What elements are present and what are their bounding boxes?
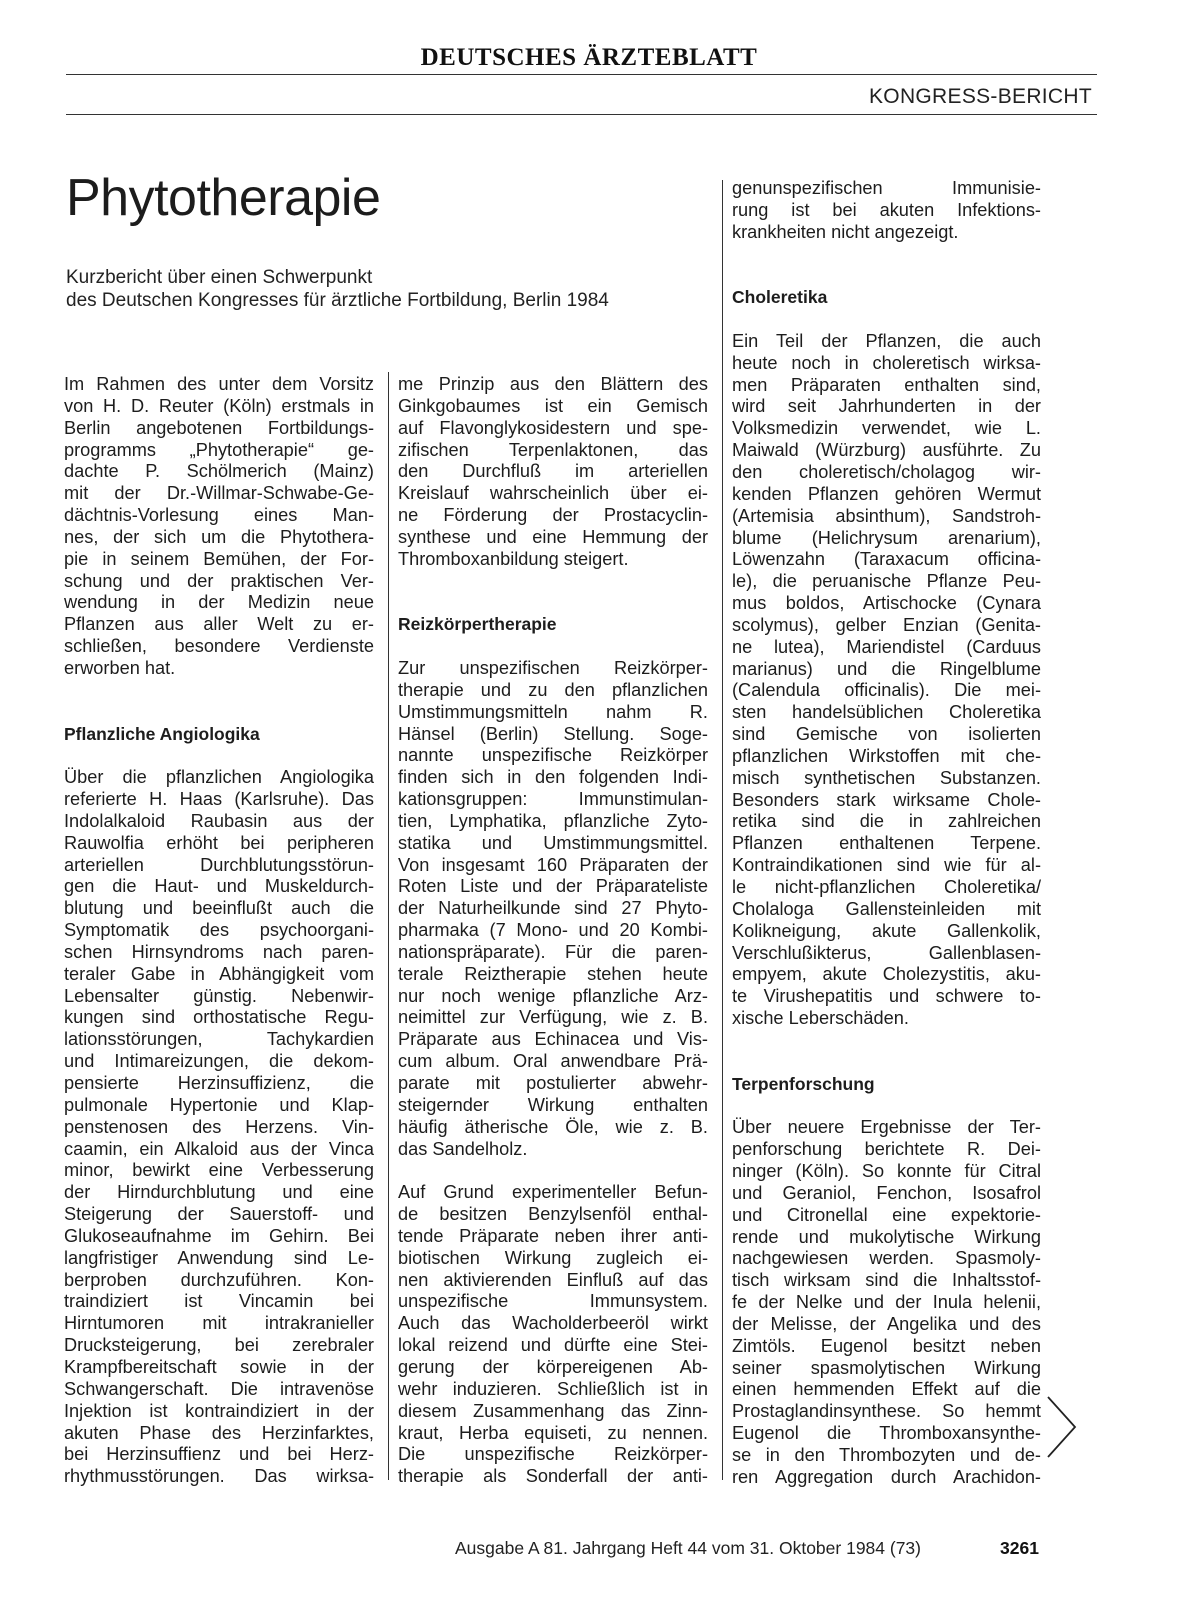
text-line: Volksmedizin verwendet, wie L. bbox=[732, 418, 1041, 439]
text-line: rhythmusstörungen. Das wirksa- bbox=[64, 1466, 374, 1487]
footer-issue-info: Ausgabe A 81. Jahrgang Heft 44 vom 31. Oktober 1984 (73) bbox=[455, 1538, 921, 1558]
text-line: cum album. Oral anwendbare Prä- bbox=[398, 1051, 708, 1072]
text-line: Steigerung der Sauerstoff- und bbox=[64, 1204, 374, 1225]
text-column-3 bbox=[732, 178, 1041, 1489]
text-line: Über neuere Ergebnisse der Ter- bbox=[732, 1117, 1041, 1138]
text-line: de besitzen Benzylsenföl enthal- bbox=[398, 1204, 708, 1225]
text-line: ne Förderung der Prostacyclin- bbox=[398, 505, 708, 526]
text-line: tien, Lymphatika, pflanzliche Zyto- bbox=[398, 810, 708, 831]
text-line: pflanzlichen Wirkstoffen mit che- bbox=[732, 745, 1041, 766]
text-line: und Geraniol, Fenchon, Isosafrol bbox=[732, 1182, 1041, 1203]
text-line: der Naturheilkunde sind 27 Phyto- bbox=[398, 898, 708, 919]
text-line: Roten Liste und der Präparateliste bbox=[398, 876, 708, 897]
paragraph-gap bbox=[732, 1095, 1041, 1117]
text-line: Kreislauf wahrscheinlich über ei- bbox=[398, 483, 708, 504]
text-line: xische Leberschäden. bbox=[732, 1008, 909, 1029]
text-line: traindiziert ist Vincamin bei bbox=[64, 1291, 374, 1312]
section-label: KONGRESS-BERICHT bbox=[869, 85, 1092, 108]
text-line: Krampfbereitschaft sowie in der bbox=[64, 1356, 374, 1377]
text-line: Im Rahmen des unter dem Vorsitz bbox=[64, 374, 374, 394]
text-line: Präparate aus Echinacea und Vis- bbox=[398, 1029, 708, 1050]
text-line: Ginkgobaumes ist ein Gemisch bbox=[398, 395, 708, 416]
text-line: Auf Grund experimenteller Befun- bbox=[398, 1182, 708, 1203]
text-line: Hänsel (Berlin) Stellung. Soge- bbox=[398, 723, 708, 744]
text-line: schen Hirnsyndroms nach paren- bbox=[64, 941, 374, 962]
text-line: der Hirndurchblutung und eine bbox=[64, 1182, 374, 1203]
text-line: mus boldos, Artischocke (Cynara bbox=[732, 593, 1041, 614]
paragraph-gap bbox=[732, 1030, 1041, 1052]
journal-masthead: DEUTSCHES ÄRZTEBLATT bbox=[420, 44, 758, 71]
text-line: nen aktivierenden Einfluß auf das bbox=[398, 1269, 708, 1290]
text-line: schließen, besondere Verdienste bbox=[64, 636, 374, 657]
paragraph-gap bbox=[732, 1052, 1041, 1074]
text-line: (Calendula officinalis). Die mei- bbox=[732, 680, 1041, 701]
text-line: Injektion ist kontraindiziert in der bbox=[64, 1400, 374, 1421]
text-line: Drucksteigerung, bei zerebraler bbox=[64, 1335, 374, 1356]
text-line: rende und mukolytische Wirkung bbox=[732, 1226, 1041, 1247]
text-line: parate mit postulierter abwehr- bbox=[398, 1073, 708, 1093]
text-line: te Virushepatitis und schwere to- bbox=[732, 986, 1041, 1007]
paragraph-gap bbox=[64, 702, 374, 724]
text-line: Berlin angebotenen Fortbildungs- bbox=[64, 417, 374, 438]
text-line: Maiwald (Würzburg) ausführte. Zu bbox=[732, 440, 1041, 461]
text-line: dachte P. Schölmerich (Mainz) bbox=[64, 461, 374, 482]
paragraph-gap bbox=[398, 592, 708, 614]
header-rule-top bbox=[66, 74, 1097, 75]
text-line: ninger (Köln). So konnte für Citral bbox=[732, 1160, 1041, 1181]
text-line: Lebensalter günstig. Nebenwir- bbox=[64, 985, 374, 1006]
text-line: häufig ätherische Öle, wie z. B. bbox=[398, 1116, 708, 1137]
text-line: Auch das Wacholderbeeröl wirkt bbox=[398, 1313, 708, 1334]
paragraph-gap bbox=[398, 636, 708, 658]
text-line: rung ist bei akuten Infektions- bbox=[732, 199, 1041, 220]
text-line: kationsgruppen: Immunstimulan- bbox=[398, 789, 708, 810]
paragraph-gap bbox=[64, 745, 374, 767]
section-heading: Terpenforschung bbox=[732, 1073, 875, 1094]
text-line: Rauwolfia erhöht bei peripheren bbox=[64, 832, 374, 853]
text-line: Kolikneigung, akute Gallenkolik, bbox=[732, 920, 1041, 941]
text-line: von H. D. Reuter (Köln) erstmals in bbox=[64, 395, 374, 416]
text-line: Cholaloga Gallensteinleiden mit bbox=[732, 898, 1041, 919]
text-line: blume (Helichrysum arenarium), bbox=[732, 527, 1041, 548]
text-line: Ein Teil der Pflanzen, die auch bbox=[732, 330, 1041, 351]
text-line: Von insgesamt 160 Präparaten der bbox=[398, 854, 708, 875]
text-line: me Prinzip aus den Blättern des bbox=[398, 374, 708, 394]
text-line: Indolalkaloid Raubasin aus der bbox=[64, 810, 374, 831]
text-line: nachgewiesen werden. Spasmoly- bbox=[732, 1248, 1041, 1269]
text-line: Löwenzahn (Taraxacum officina- bbox=[732, 549, 1041, 570]
text-line: gerung der körpereigenen Ab- bbox=[398, 1356, 708, 1377]
text-line: pie in seinem Bemühen, der For- bbox=[64, 548, 374, 569]
text-line: Zur unspezifischen Reizkörper- bbox=[398, 657, 708, 678]
text-line: krankheiten nicht angezeigt. bbox=[732, 221, 959, 242]
text-line: Hirntumoren mit intrakranieller bbox=[64, 1313, 374, 1334]
text-line: Pflanzen enthaltenen Terpene. bbox=[732, 833, 1041, 854]
text-line: nes, der sich um die Phytothera- bbox=[64, 526, 374, 547]
text-line: Symptomatik des psychoorgani- bbox=[64, 920, 374, 941]
text-line: bei Herzinsuffienz und bei Herz- bbox=[64, 1444, 374, 1465]
text-line: den choleretisch/cholagog wir- bbox=[732, 461, 1041, 482]
text-line: therapie und zu den pflanzlichen bbox=[398, 679, 708, 700]
text-line: Besonders stark wirksame Chole- bbox=[732, 789, 1041, 810]
text-line: langfristiger Anwendung sind Le- bbox=[64, 1247, 374, 1268]
text-line: und Intimareizungen, die dekom- bbox=[64, 1051, 374, 1072]
text-line: der Melisse, der Angelika und des bbox=[732, 1313, 1041, 1334]
text-line: heute noch in choleretisch wirksa- bbox=[732, 352, 1041, 373]
text-line: finden sich in den folgenden Indi- bbox=[398, 767, 708, 788]
text-line: Prostaglandinsynthese. So hemmt bbox=[732, 1401, 1041, 1422]
text-line: wehr induzieren. Schließlich ist in bbox=[398, 1378, 708, 1399]
text-line: Glukoseaufnahme im Gehirn. Bei bbox=[64, 1225, 374, 1246]
text-line: seiner spasmolytischen Wirkung bbox=[732, 1357, 1041, 1378]
text-line: steigernder Wirkung enthalten bbox=[398, 1094, 708, 1115]
text-line: therapie als Sonderfall der anti- bbox=[398, 1466, 708, 1487]
text-line: Pflanzen aus aller Welt zu er- bbox=[64, 614, 374, 635]
text-line: ne lutea), Mariendistel (Carduus bbox=[732, 636, 1041, 657]
paragraph-gap bbox=[398, 571, 708, 593]
text-line: sind Gemische von isolierten bbox=[732, 724, 1041, 745]
article-subtitle-line-1: Kurzbericht über einen Schwerpunkt bbox=[66, 267, 373, 288]
text-line: Eugenol die Thromboxansynthe- bbox=[732, 1423, 1041, 1444]
text-line: programms „Phytotherapie“ ge- bbox=[64, 439, 374, 460]
text-line: nationspräparate). Für die paren- bbox=[398, 941, 708, 962]
text-line: mit der Dr.-Willmar-Schwabe-Ge- bbox=[64, 483, 374, 504]
text-line: le nicht-pflanzlichen Choleretika/ bbox=[732, 877, 1041, 897]
text-line: diesem Zusammenhang das Zinn- bbox=[398, 1400, 708, 1421]
text-line: wendung in der Medizin neue bbox=[64, 592, 374, 613]
page-number: 3261 bbox=[1000, 1538, 1039, 1558]
paragraph-gap bbox=[64, 680, 374, 702]
text-line: Schwangerschaft. Die intravenöse bbox=[64, 1378, 374, 1399]
continue-arrow-icon bbox=[1045, 1394, 1079, 1465]
text-line: gen die Haut- und Muskeldurch- bbox=[64, 876, 374, 897]
text-line: arteriellen Durchblutungsstörun- bbox=[64, 854, 374, 875]
column-divider-1 bbox=[388, 372, 389, 1480]
text-line: unspezifische Immunsystem. bbox=[398, 1291, 708, 1312]
text-line: sten handelsüblichen Choleretika bbox=[732, 702, 1041, 723]
text-line: nannte unspezifische Reizkörper bbox=[398, 745, 708, 766]
text-line: minor, bewirkt eine Verbesserung bbox=[64, 1160, 374, 1181]
text-line: kungen sind orthostatische Regu- bbox=[64, 1007, 374, 1028]
text-column-1 bbox=[64, 374, 374, 1488]
text-line: Die unspezifische Reizkörper- bbox=[398, 1444, 708, 1465]
text-line: einen hemmenden Effekt auf die bbox=[732, 1379, 1041, 1400]
column-divider-2 bbox=[722, 180, 723, 1480]
text-line: wird seit Jahrhunderten in der bbox=[732, 396, 1041, 417]
text-line: Verschlußikterus, Gallenblasen- bbox=[732, 942, 1041, 963]
section-heading: Choleretika bbox=[732, 287, 828, 308]
text-line: nur noch wenige pflanzliche Arz- bbox=[398, 985, 708, 1006]
text-line: blutung und beeinflußt auch die bbox=[64, 898, 374, 919]
text-line: Kontraindikationen sind wie für al- bbox=[732, 855, 1041, 876]
article-subtitle-line-2: des Deutschen Kongresses für ärztliche Fortbildung, Berlin 1984 bbox=[66, 290, 609, 311]
text-line: se in den Thrombozyten und de- bbox=[732, 1444, 1041, 1465]
text-line: pulmonale Hypertonie und Klap- bbox=[64, 1094, 374, 1115]
paragraph-gap bbox=[732, 265, 1041, 287]
text-line: schung und der praktischen Ver- bbox=[64, 570, 374, 591]
text-line: marianus) und die Ringelblume bbox=[732, 658, 1041, 679]
text-line: kraut, Herba equiseti, zu nennen. bbox=[398, 1422, 708, 1443]
text-line: misch synthetischen Substanzen. bbox=[732, 767, 1041, 788]
text-line: pensierte Herzinsuffizienz, die bbox=[64, 1073, 374, 1093]
text-line: referierte H. Haas (Karlsruhe). Das bbox=[64, 789, 374, 810]
text-line: auf Flavonglykosidestern und spe- bbox=[398, 417, 708, 438]
text-line: (Artemisia absinthum), Sandstroh- bbox=[732, 505, 1041, 526]
text-line: genunspezifischen Immunisie- bbox=[732, 178, 1041, 198]
text-line: Thromboxanbildung steigert. bbox=[398, 548, 629, 569]
text-line: retika sind die in zahlreichen bbox=[732, 811, 1041, 832]
text-line: Zimtöls. Eugenol besitzt neben bbox=[732, 1335, 1041, 1356]
text-line: men Präparaten enthalten sind, bbox=[732, 374, 1041, 395]
text-line: dächtnis-Vorlesung eines Man- bbox=[64, 505, 374, 526]
text-line: le), die peruanische Pflanze Peu- bbox=[732, 571, 1041, 592]
text-line: lationsstörungen, Tachykardien bbox=[64, 1029, 374, 1050]
text-line: tisch wirksam sind die Inhaltsstof- bbox=[732, 1270, 1041, 1291]
text-line: pharmaka (7 Mono- und 20 Kombi- bbox=[398, 920, 708, 941]
text-line: terale Reiztherapie stehen heute bbox=[398, 963, 708, 984]
text-line: tende Präparate neben ihrer anti- bbox=[398, 1225, 708, 1246]
text-line: statika und Umstimmungsmittel. bbox=[398, 832, 708, 853]
text-line: den Durchfluß im arteriellen bbox=[398, 461, 708, 482]
text-line: ren Aggregation durch Arachidon- bbox=[732, 1466, 1041, 1487]
text-line: lokal reizend und dürfte eine Stei- bbox=[398, 1335, 708, 1356]
text-line: kenden Pflanzen gehören Wermut bbox=[732, 483, 1041, 504]
paragraph-gap bbox=[732, 244, 1041, 266]
text-line: Über die pflanzlichen Angiologika bbox=[64, 767, 374, 788]
text-line: scolymus), gelber Enzian (Genita- bbox=[732, 614, 1041, 635]
text-column-2 bbox=[398, 374, 708, 1488]
text-line: akuten Phase des Herzinfarktes, bbox=[64, 1422, 374, 1443]
paragraph-gap bbox=[732, 309, 1041, 331]
text-line: neimittel zur Verfügung, wie z. B. bbox=[398, 1007, 708, 1028]
section-heading: Reizkörpertherapie bbox=[398, 614, 557, 635]
text-line: erworben hat. bbox=[64, 657, 176, 678]
text-line: caamin, ein Alkaloid aus der Vinca bbox=[64, 1138, 374, 1159]
text-line: biotischen Wirkung zugleich ei- bbox=[398, 1247, 708, 1268]
header-rule-bottom bbox=[66, 114, 1097, 115]
text-line: berproben durchzuführen. Kon- bbox=[64, 1269, 374, 1290]
section-heading: Pflanzliche Angiologika bbox=[64, 723, 260, 744]
text-line: Umstimmungsmitteln nahm R. bbox=[398, 701, 708, 722]
text-line: das Sandelholz. bbox=[398, 1138, 528, 1159]
text-line: empyem, akute Cholezystitis, aku- bbox=[732, 964, 1041, 985]
text-line: und Citronellal eine expektorie- bbox=[732, 1204, 1041, 1225]
text-line: teraler Gabe in Abhängigkeit vom bbox=[64, 963, 374, 984]
text-line: synthese und eine Hemmung der bbox=[398, 526, 708, 547]
text-line: penforschung berichtete R. Dei- bbox=[732, 1139, 1041, 1160]
text-line: fe der Nelke und der Inula helenii, bbox=[732, 1292, 1041, 1313]
text-line: penstenosen des Herzens. Vin- bbox=[64, 1116, 374, 1137]
article-title: Phytotherapie bbox=[66, 169, 381, 227]
paragraph-gap bbox=[398, 1160, 708, 1182]
text-line: zifischen Terpenlaktonen, das bbox=[398, 439, 708, 460]
